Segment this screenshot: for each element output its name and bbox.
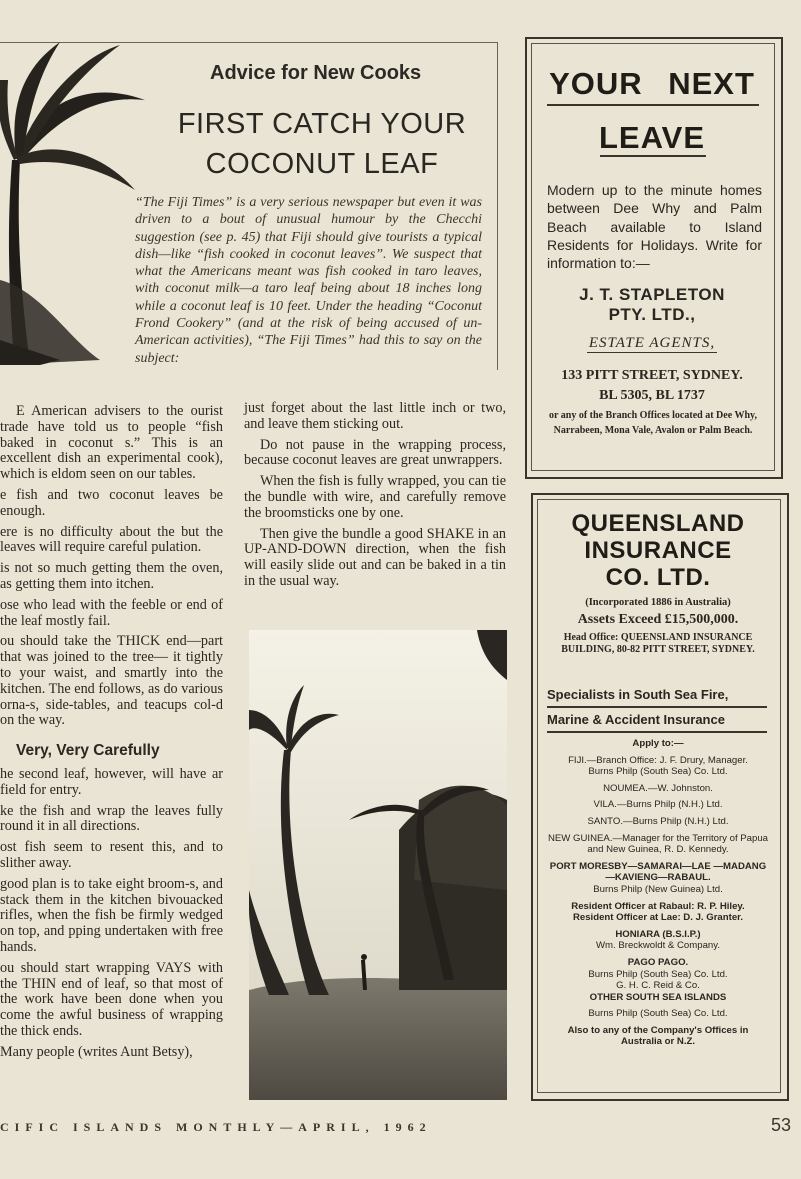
paragraph: ou should take the THICK end—part that was joined to the tree— it tightly to your waist, and smartly into the kitchen. The end follows, as do various orna-s, side-tables, and teacups col-d on the way. [0, 633, 223, 729]
agent-other-2: Burns Philp (South Sea) Co. Ltd. [588, 1008, 728, 1020]
address-line: 133 PITT STREET, SYDNEY. [561, 368, 743, 383]
estate-label: ESTATE AGENTS, [588, 335, 716, 351]
agent-honiara-2: Wm. Breckwoldt & Company. [595, 940, 721, 952]
agent-pago-2: Burns Philp (South Sea) Co. Ltd. [588, 968, 728, 980]
spec-line-1: Specialists in South Sea Fire, [547, 683, 767, 708]
agent-lae: Resident Officer at Lae: D. J. Granter. [572, 912, 744, 924]
name-line-2: INSURANCE [584, 537, 732, 564]
paragraph: just forget about the last little inch or two, and leave them sticking out. [244, 400, 506, 432]
stapleton-body: Modern up to the minute homes between Dee Why and Palm Beach available to Island Residents for Holidays. Write for information to:— [547, 182, 762, 272]
queensland-name [537, 510, 779, 591]
agent-also: Also to any of the Company's Offices in Australia or N.Z. [567, 1024, 749, 1048]
queensland-assets: Assets Exceed £15,500,000. [577, 612, 739, 627]
phone-line: BL 5305, BL 1737 [599, 388, 705, 403]
paragraph: When the fish is fully wrapped, you can tie the bundle with wire, and carefully remove the broomsticks one by one. [244, 473, 506, 521]
agent-port-moresby-2: Burns Philp (New Guinea) Ltd. [593, 883, 723, 895]
paragraph: e fish and two coconut leaves be enough. [0, 486, 223, 519]
stapleton-rule [547, 104, 759, 106]
agent-fiji-2: Burns Philp (South Sea) Co. Ltd. [588, 766, 728, 778]
name-line-1: QUEENSLAND [571, 510, 745, 537]
agent-rabaul: Resident Officer at Rabaul: R. P. Hiley. [571, 900, 745, 912]
apply-label: Apply to:— [632, 738, 684, 749]
spec-line-2: Marine & Accident Insurance [547, 708, 767, 733]
article-title [172, 104, 472, 184]
article-kicker: Advice for New Cooks [210, 62, 422, 84]
paragraph: ou should start wrapping VAYS with the THIN end of leaf, so that most of the work have been done when you come the awful business of wrapping the thick ends. [0, 959, 223, 1039]
article-subhead: Very, Very Carefully [16, 742, 160, 760]
title-line-1: FIRST CATCH YOUR [177, 108, 467, 140]
queensland-incorporated: (Incorporated 1886 in Australia) [585, 597, 731, 608]
agent-pago-3: G. H. C. Reid & Co. [616, 980, 700, 992]
paragraph: Do not pause in the wrapping process, because coconut leaves are great unwrappers. [244, 436, 506, 469]
palm-beach-photo [249, 630, 507, 1100]
paragraph: Then give the bundle a good SHAKE in an UP-AND-DOWN direction, when the fish will easily slide out and can be baked in a tin in the usual way. [244, 525, 506, 589]
paragraph: good plan is to take eight broom-s, and stack them in the kitchen bivouacked rifles, when the fish be firmly wedged on top, and pping undertaken with free hands. [0, 875, 223, 955]
agent-fiji: FIJI.—Branch Office: J. F. Drury, Manager. [568, 754, 748, 766]
agent-noumea: NOUMEA.—W. Johnston. [603, 782, 713, 794]
stapleton-headline-2: LEAVE [598, 120, 706, 155]
title-line-2: COCONUT LEAF [205, 148, 439, 180]
queensland-agents-list [547, 738, 769, 1048]
queensland-head-office: Head Office: QUEENSLAND INSURANCE BUILDING, 80-82 PITT STREET, SYDNEY. [561, 632, 755, 655]
paragraph: ere is no difficulty about the but the leaves will require careful pulation. [0, 523, 223, 556]
queensland-specialists [547, 683, 767, 733]
header-vertical-rule [497, 42, 498, 370]
paragraph: ost fish seem to resent this, and to slither away. [0, 839, 223, 871]
paragraph: E American advisers to the ourist trade have told us to people “fish baked in coconut s.” This is an excellent dish an experimental cook), which is eldom seen on our tables. [0, 403, 223, 483]
name-line-3: CO. LTD. [605, 564, 711, 591]
palm-tree-illustration [0, 40, 150, 365]
agent-santo: SANTO.—Burns Philp (N.H.) Ltd. [587, 815, 729, 827]
agent-new-guinea: NEW GUINEA.—Manager for the Territory of Papua and New Guinea, R. D. Kennedy. [547, 832, 769, 856]
stapleton-address [531, 366, 773, 406]
stapleton-branches: or any of the Branch Offices located at Dee Why, Narrabeen, Mona Vale, Avalon or Palm Beach. [549, 410, 757, 436]
article-intro: “The Fiji Times” is a very serious newspaper but even it was driven to a bout of unusual humour by the Checchi suggestion (see p. 45) that Fiji should give tourists a typical dish—like “fish cooked in coconut leaves”. We suspect that what the Americans meant was fish cooked in taro leaves, with coconut milk—a taro leaf being about 18 inches long while a coconut leaf is 10 feet. Under the heading “Coconut Frond Cookery” (and at the risk of being accused of un-American activities), “The Fiji Times” had this to say on the subject: [135, 195, 482, 366]
company-line-2: PTY. LTD., [608, 305, 696, 324]
stapleton-headline-1: YOUR NEXT [549, 66, 755, 101]
agent-vila: VILA.—Burns Philp (N.H.) Ltd. [593, 799, 723, 811]
paragraph: is not so much getting them the oven, as getting them into itchen. [0, 560, 223, 592]
agent-port-moresby: PORT MORESBY—SAMARAI—LAE —MADANG—KAVIENG—RABAUL. [549, 860, 767, 884]
masthead-footer: CIFIC ISLANDS MONTHLY—APRIL, 1962 [0, 1120, 432, 1134]
article-column-2 [244, 401, 506, 595]
stapleton-company [531, 285, 773, 325]
stapleton-estate-agents [531, 335, 773, 352]
article-column-1 [0, 404, 223, 1065]
paragraph: he second leaf, however, will have ar field for entry. [0, 765, 223, 798]
agent-other: OTHER SOUTH SEA ISLANDS [589, 991, 727, 1003]
agent-honiara: HONIARA (B.S.I.P.) [615, 928, 701, 940]
paragraph: ose who lead with the feeble or end of the leaf mostly fail. [0, 596, 223, 629]
stapleton-rule-2 [600, 155, 706, 157]
page-number: 53 [771, 1115, 792, 1135]
company-line-1: J. T. STAPLETON [579, 285, 725, 304]
paragraph: Many people (writes Aunt Betsy), [0, 1043, 193, 1060]
paragraph: ke the fish and wrap the leaves fully round it in all directions. [0, 802, 223, 835]
agent-pago: PAGO PAGO. [627, 956, 689, 968]
